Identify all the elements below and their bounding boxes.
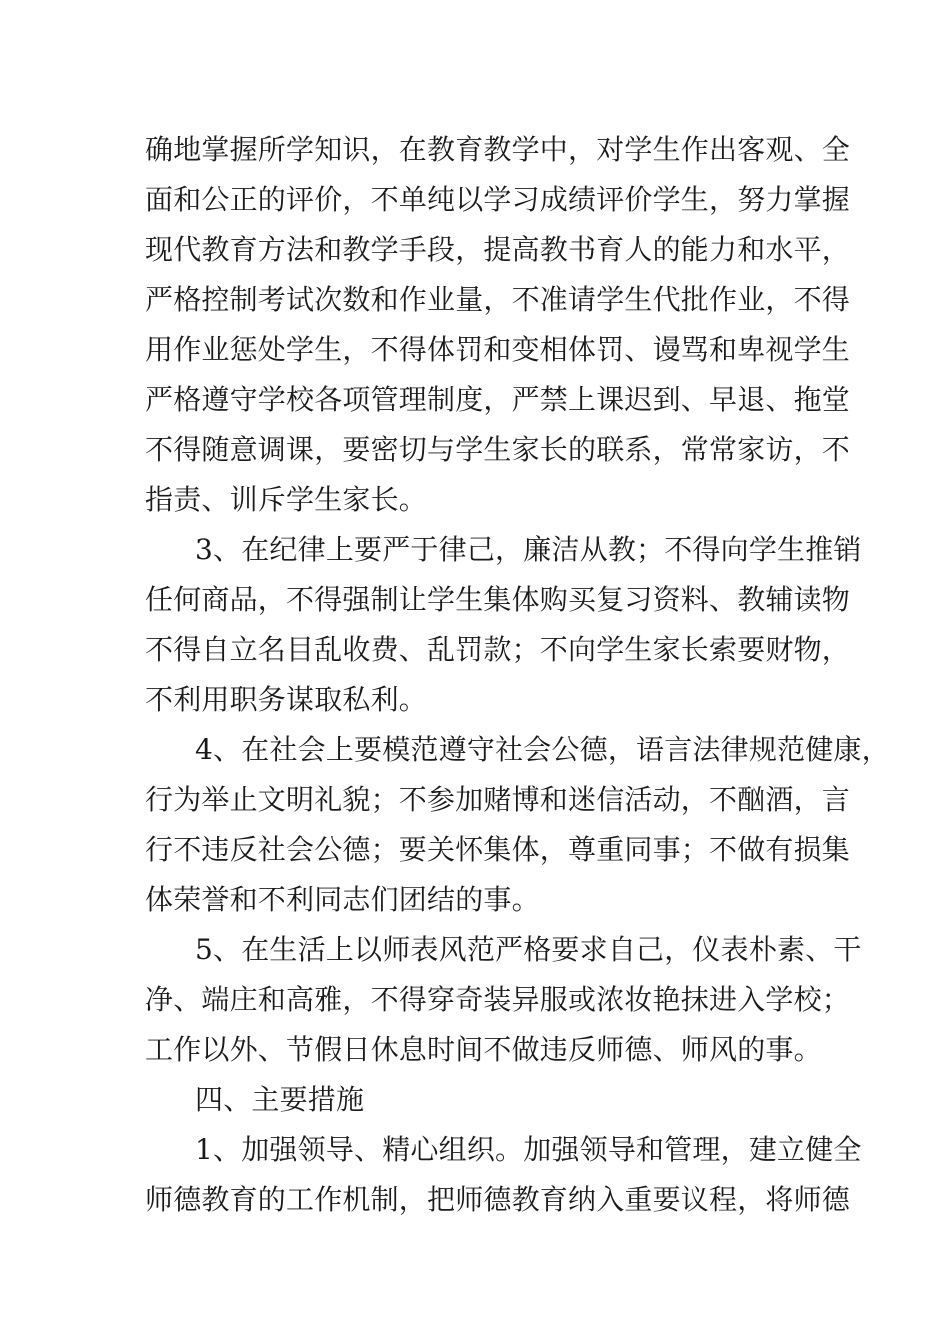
- text-line-19: 工作以外、节假日休息时间不做违反师德、师风的事。: [145, 1033, 822, 1066]
- text-line-11: 不得自立名目乱收费、乱罚款；不向学生家长索要财物，: [145, 633, 851, 666]
- measure-1-start: 1、加强领导、精心组织。加强领导和管理，建立健全: [195, 1133, 862, 1166]
- text-line-4: 严格控制考试次数和作业量，不准请学生代批作业，不得: [145, 283, 851, 316]
- text-line-22: 师德教育的工作机制，把师德教育纳入重要议程，将师德: [145, 1183, 851, 1216]
- paragraph-4-start: 4、在社会上要模范遵守社会公德，语言法律规范健康，: [195, 733, 890, 766]
- text-line-14: 行为举止文明礼貌；不参加赌博和迷信活动，不酗酒，言: [145, 783, 851, 816]
- text-line-16: 体荣誉和不利同志们团结的事。: [145, 883, 540, 916]
- text-line-3: 现代教育方法和教学手段，提高教书育人的能力和水平，: [145, 233, 851, 266]
- text-line-1: 确地掌握所学知识，在教育教学中，对学生作出客观、全: [145, 133, 851, 166]
- text-line-10: 任何商品，不得强制让学生集体购买复习资料、教辅读物: [145, 583, 851, 616]
- text-line-6: 严格遵守学校各项管理制度，严禁上课迟到、早退、拖堂: [145, 383, 851, 416]
- text-line-15: 行不违反社会公德；要关怀集体，尊重同事；不做有损集: [145, 833, 851, 866]
- paragraph-5-start: 5、在生活上以师表风范严格要求自己，仪表朴素、干: [195, 933, 862, 966]
- text-line-8: 指责、训斥学生家长。: [145, 483, 428, 516]
- text-line-12: 不利用职务谋取私利。: [145, 683, 428, 716]
- text-line-18: 净、端庄和高雅，不得穿奇装异服或浓妆艳抹进入学校；: [145, 983, 851, 1016]
- paragraph-3-start: 3、在纪律上要严于律己，廉洁从教；不得向学生推销: [195, 533, 862, 566]
- text-line-2: 面和公正的评价，不单纯以学习成绩评价学生，努力掌握: [145, 183, 851, 216]
- text-line-7: 不得随意调课，要密切与学生家长的联系，常常家访，不: [145, 433, 851, 466]
- section-heading: 四、主要措施: [195, 1083, 365, 1116]
- text-line-5: 用作业惩处学生，不得体罚和变相体罚、谩骂和卑视学生: [145, 333, 851, 366]
